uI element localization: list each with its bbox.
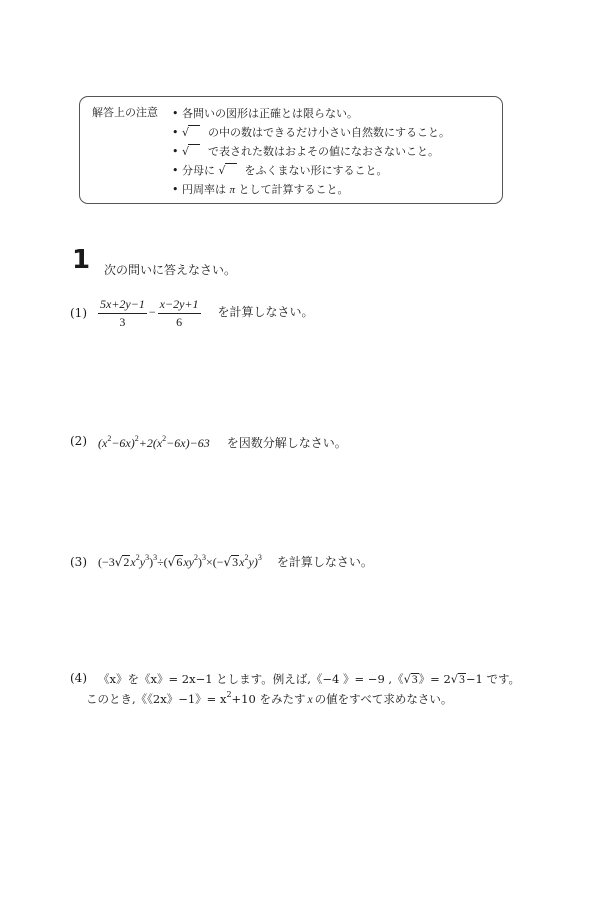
exponent: 2 — [193, 553, 198, 562]
exponent: 2 — [226, 690, 232, 699]
question-3-number: (3) — [70, 555, 87, 569]
radicand: 3 — [232, 555, 239, 569]
notice-item — [172, 161, 450, 180]
sqrt-bar — [188, 125, 200, 127]
expr-part: y — [139, 555, 146, 569]
question-4-text: 》= 2 — [418, 672, 451, 686]
question-2-number: (2) — [70, 434, 87, 448]
exponent: 3 — [201, 553, 206, 562]
sqrt-icon: √ — [223, 555, 232, 569]
question-4-text: −1 です。 — [465, 672, 521, 686]
question-4-line-1 — [98, 671, 520, 687]
notice-box — [79, 96, 503, 204]
question-3-instruction: を計算しなさい。 — [276, 555, 373, 569]
exponent: 2 — [244, 553, 249, 562]
question-4-text: +10 をみたす — [231, 692, 306, 706]
exponent: 3 — [257, 553, 262, 562]
expr-part: (−3 — [98, 555, 115, 569]
question-4-text: このとき,《《2x》−1》= x — [86, 692, 227, 706]
notice-item — [172, 123, 450, 142]
exponent: 2 — [162, 434, 167, 443]
notice-text: で表された数はおよその値になおさないこと。 — [208, 145, 440, 158]
expr-part: +2(x — [138, 436, 163, 450]
exponent: 2 — [135, 553, 140, 562]
pi-symbol: π — [229, 184, 236, 196]
fraction-2-numerator: x−2y+1 — [158, 297, 201, 314]
radicand: 3 — [411, 674, 418, 686]
bullet-icon: • — [172, 126, 179, 139]
radicand: 3 — [459, 674, 465, 686]
section-number: 1 — [72, 245, 91, 275]
question-2-instruction: を因数分解しなさい。 — [226, 436, 347, 450]
notice-text: の中の数はできるだけ小さい自然数にすること。 — [208, 126, 451, 139]
radicand: 6 — [176, 555, 183, 569]
sqrt-icon: √ — [450, 672, 459, 686]
sqrt-icon: √ — [167, 555, 176, 569]
radicand: 2 — [123, 555, 130, 569]
fraction-1-numerator: 5x+2y−1 — [98, 297, 147, 314]
expr-part: (x — [98, 436, 108, 450]
fraction-1 — [98, 297, 147, 330]
fraction-2 — [158, 297, 201, 330]
bullet-icon: • — [172, 183, 179, 196]
notice-text: 各問いの図形は正確とは限らない。 — [182, 107, 358, 120]
notice-item — [172, 180, 450, 199]
question-4-text: 《x》を《x》= 2x−1 とします。例えば,《−4 》= −9 ,《 — [98, 672, 404, 686]
expr-part: x — [130, 555, 136, 569]
sqrt-bar — [225, 163, 237, 165]
question-4-line-2 — [86, 691, 452, 707]
sqrt-icon: √ — [114, 555, 123, 569]
notice-heading: 解答上の注意 — [92, 106, 158, 119]
expr-part: ) — [149, 555, 154, 569]
notice-text-pre: 分母に — [182, 164, 215, 177]
question-4-number: (4) — [70, 671, 87, 685]
expr-part: −6x)−63 — [166, 436, 210, 450]
question-1-expression — [98, 297, 314, 330]
expr-part: ÷( — [157, 555, 168, 569]
sqrt-bar — [188, 144, 200, 146]
notice-text-pre: 円周率は — [182, 183, 226, 196]
expr-part: ) — [197, 555, 202, 569]
notice-text: として計算すること。 — [238, 183, 349, 196]
expr-part: y) — [248, 555, 258, 569]
expr-part: x — [239, 555, 245, 569]
notice-text: をふくまない形にすること。 — [244, 164, 388, 177]
question-1-instruction: を計算しなさい。 — [217, 305, 314, 320]
expr-part: −6x) — [111, 436, 135, 450]
question-3-expression — [98, 553, 373, 570]
question-2-expression — [98, 434, 347, 451]
fraction-2-denominator: 6 — [176, 315, 183, 329]
exponent: 2 — [107, 434, 112, 443]
bullet-icon: • — [172, 107, 179, 120]
notice-item — [172, 142, 450, 161]
bullet-icon: • — [172, 164, 179, 177]
exponent: 3 — [145, 553, 150, 562]
exponent: 2 — [134, 434, 139, 443]
sqrt-icon: √ — [218, 164, 226, 177]
notice-item — [172, 104, 450, 123]
question-4-text: の値をすべて求めなさい。 — [314, 692, 453, 706]
sqrt-icon: √ — [182, 145, 190, 158]
bullet-icon: • — [172, 145, 179, 158]
expr-part: ×(− — [205, 555, 224, 569]
minus-sign: − — [148, 305, 156, 320]
sqrt-icon: √ — [182, 126, 190, 139]
section-instruction: 次の問いに答えなさい。 — [104, 263, 237, 277]
sqrt-icon: √ — [403, 672, 411, 686]
notice-list — [172, 104, 450, 199]
question-1-number: (1) — [70, 306, 87, 320]
variable-x: x — [307, 694, 313, 706]
exponent: 3 — [153, 553, 158, 562]
expr-part: xy — [183, 555, 194, 569]
fraction-1-denominator: 3 — [119, 315, 126, 329]
